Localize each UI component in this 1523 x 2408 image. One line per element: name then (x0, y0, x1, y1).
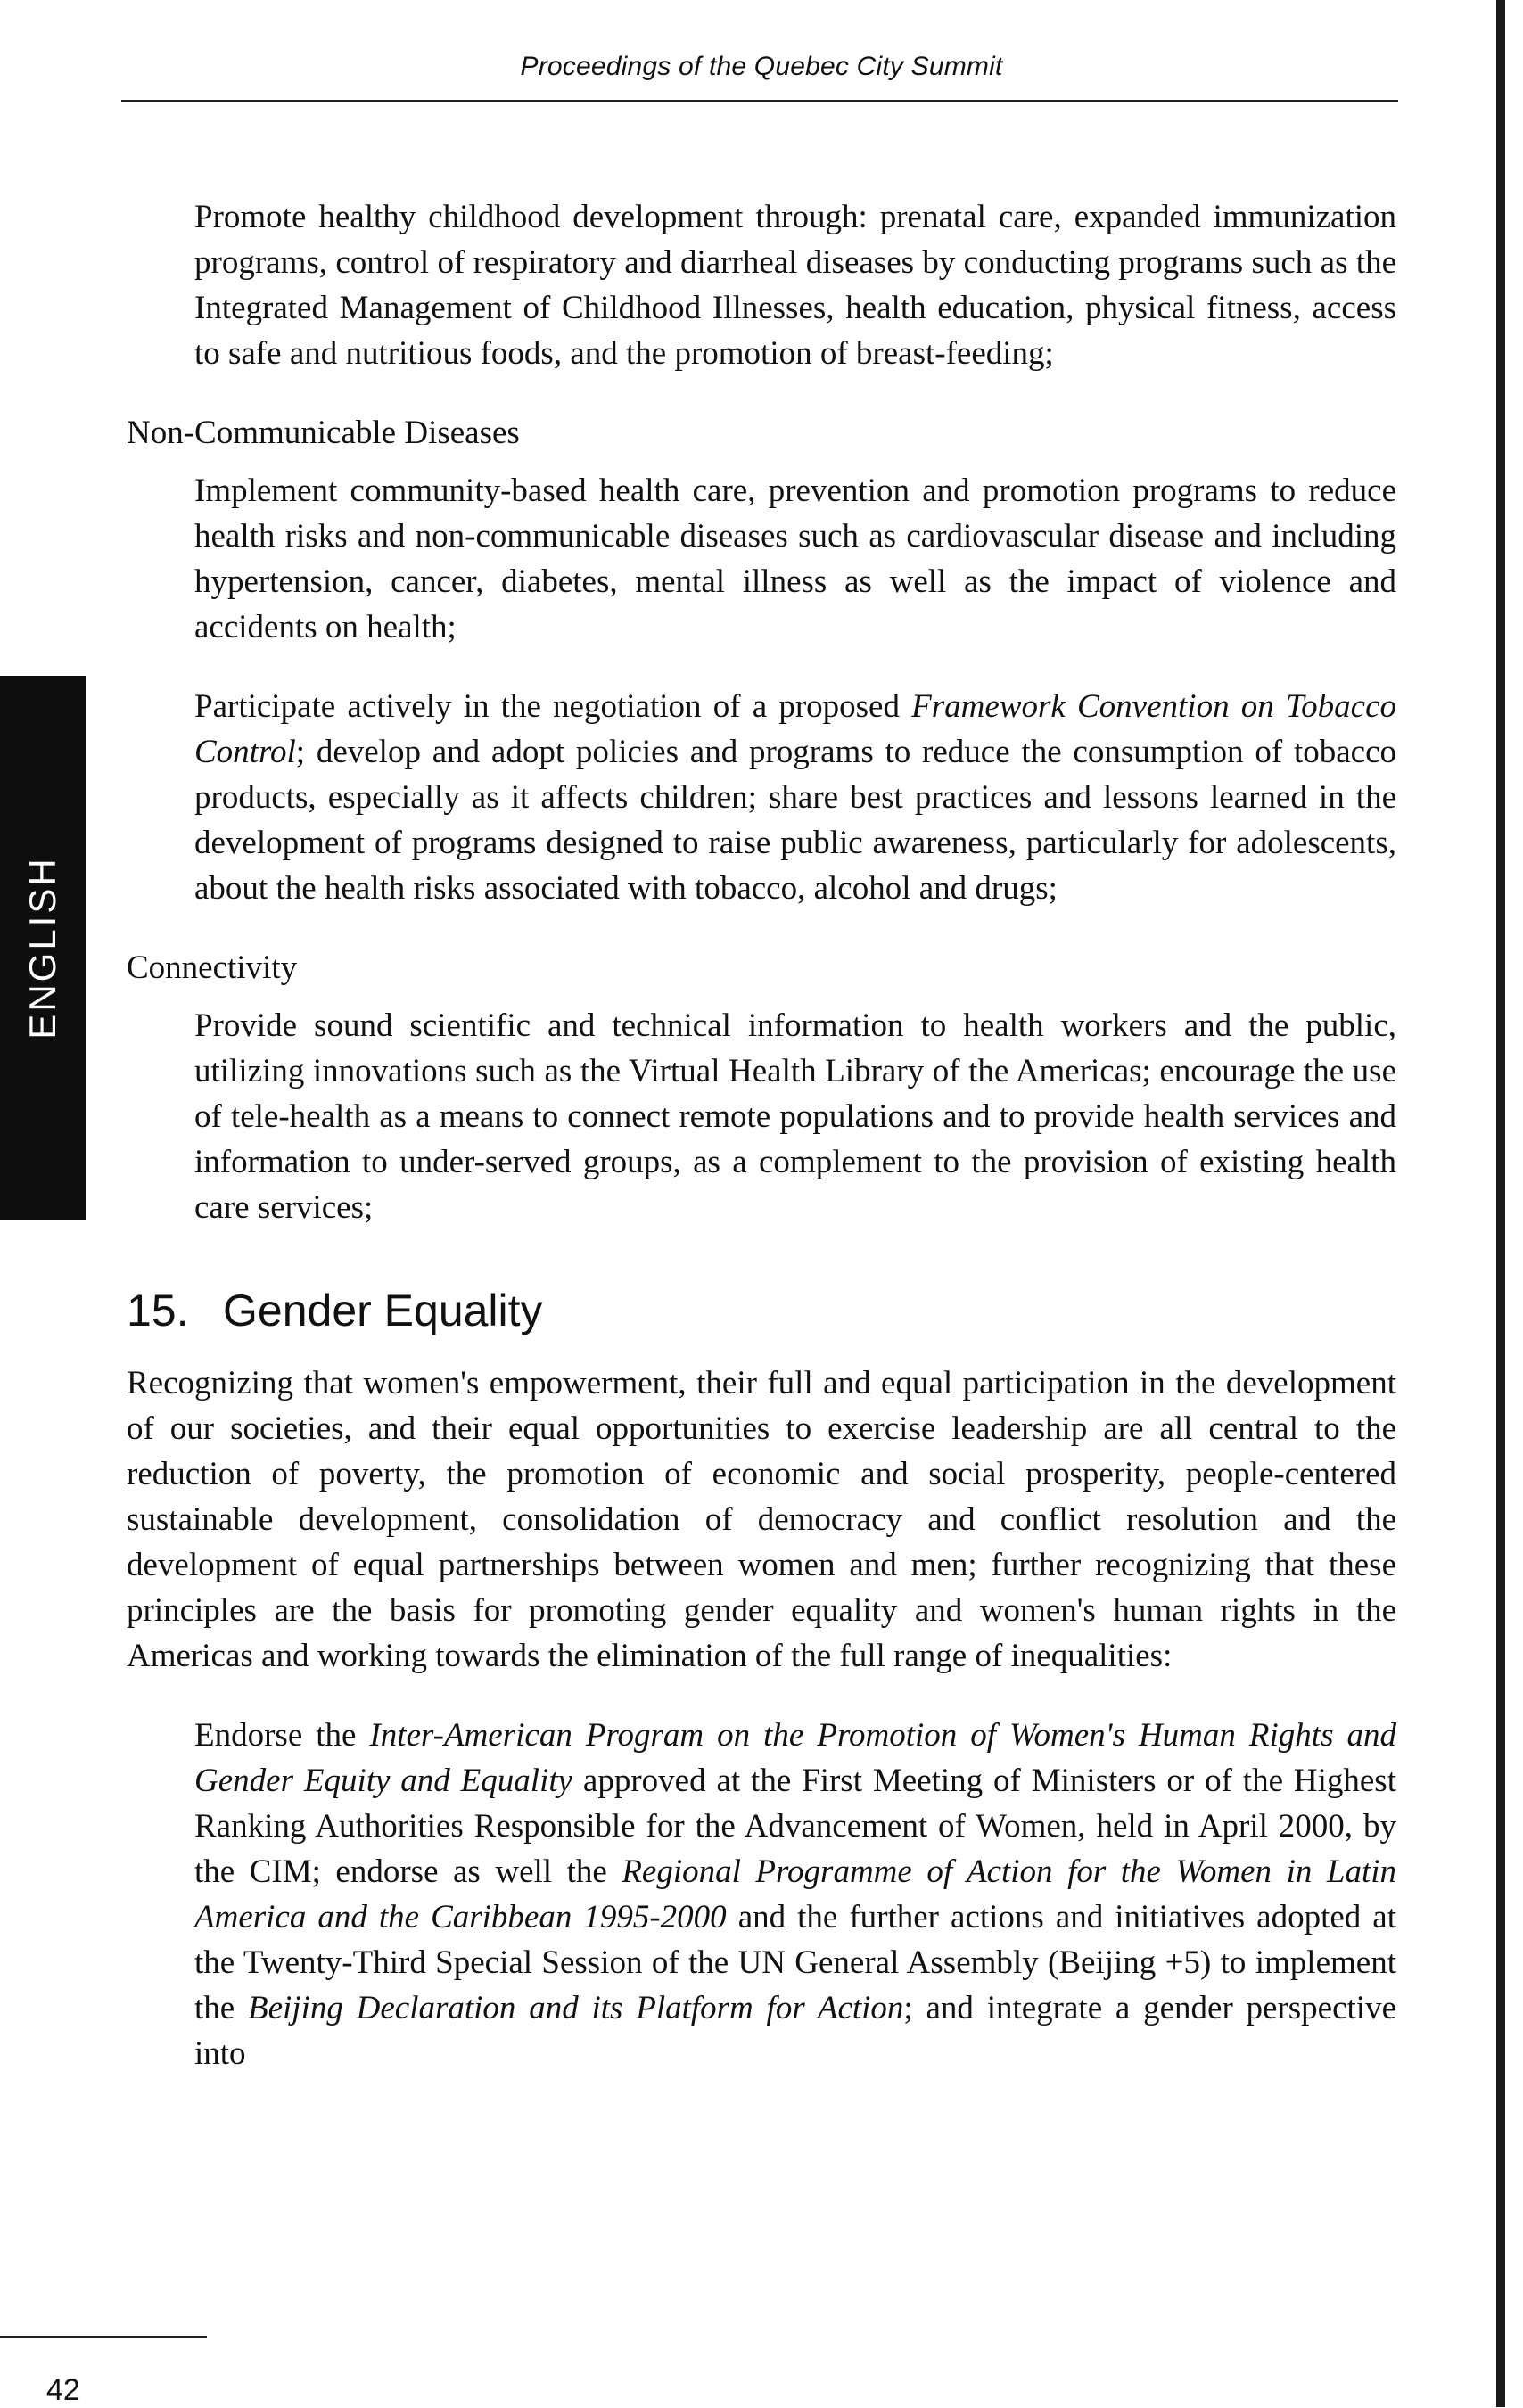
language-side-tab (0, 676, 86, 1220)
endorse-paragraph (194, 1713, 1396, 2076)
page-number: 42 (46, 2373, 80, 2407)
language-tab-label: ENGLISH (21, 856, 63, 1040)
text-run: ; develop and adopt policies and programs to reduce the consumption of tobacco products, especially as it affects children; share best practices and lessons learned in the development of programs designed to raise public awareness, particularly for adolescents, about the health risks associated with tobacco, alcohol and drugs; (194, 734, 1396, 907)
section-number: 15. (127, 1286, 189, 1335)
header-rule (121, 100, 1398, 102)
page-body (127, 194, 1396, 2076)
text-run: ; and integrate a gender perspective into (194, 1990, 1397, 2072)
beijing-declaration-title: Beijing Declaration and its Platform for Action (247, 1990, 904, 2026)
ncd-paragraph-1: Implement community-based health care, prevention and promotion programs to reduce health risks and non-communicable diseases such as cardiovascular disease and including hypertension, cancer, diabetes, mental illness as well as the impact of violence and accidents on health; (194, 473, 1396, 645)
running-head: Proceedings of the Quebec City Summit (520, 52, 1003, 81)
ncd-heading: Non-Communicable Diseases (127, 415, 520, 451)
regional-programme-title: Regional Programme of Action for the Women in Latin America and the Caribbean 1995-2000 (194, 1853, 1397, 1935)
paragraph-gap (127, 650, 1396, 684)
text-run: approved at the First Meeting of Ministers or of the Highest Ranking Authorities Responsible for the Advancement of Women, held in April 2000, by the CIM; endorse as well the (194, 1763, 1396, 1890)
text-run: and the further actions and initiatives adopted at the Twenty-Third Special Session of the UN General Assembly (Beijing +5) to implement the (194, 1899, 1397, 2026)
connectivity-paragraph: Provide sound scientific and technical information to health workers and the public, utilizing innovations such as the Virtual Health Library of the Americas; encourage the use of tele-health as a means to connect remote populations and to provide health services and information to under-served groups, as a complement to the provision of existing health care services; (194, 1007, 1396, 1226)
paragraph-gap (127, 1679, 1396, 1713)
connectivity-heading: Connectivity (127, 949, 298, 986)
childhood-development-paragraph: Promote healthy childhood development through: prenatal care, expanded immunization programs, control of respiratory and diarrheal diseases by conducting programs such as the Integrated Management of Childhood Illnesses, health education, physical fitness, access to safe and nutritious foods, and the promotion of breast-feeding; (194, 199, 1396, 372)
section-title: Gender Equality (223, 1286, 543, 1335)
text-run: Endorse the (194, 1717, 370, 1754)
program-title: Inter-American Program on the Promotion of Women's Human Rights and Gender Equity and Equality (194, 1717, 1396, 1799)
gender-equality-intro-paragraph: Recognizing that women's empowerment, their full and equal participation in the development of our societies, and their equal opportunities to exercise leadership are all central to the reduction of poverty, the promotion of economic and social prosperity, people-centered sustainable development, consolidation of democracy and conflict resolution and the development of equal partnerships between women and men; further recognizing that these principles are the basis for promoting gender equality and women's human rights in the Americas and working towards the elimination of the full range of inequalities: (127, 1365, 1396, 1674)
tobacco-convention-title: Framework Convention on Tobacco Control (194, 688, 1396, 770)
section-heading (127, 1284, 1396, 1337)
text-run: Participate actively in the negotiation of a proposed (194, 688, 912, 725)
ncd-paragraph-2 (194, 684, 1396, 911)
footer-rule (0, 2336, 207, 2338)
page-edge-bar (1496, 0, 1505, 2407)
